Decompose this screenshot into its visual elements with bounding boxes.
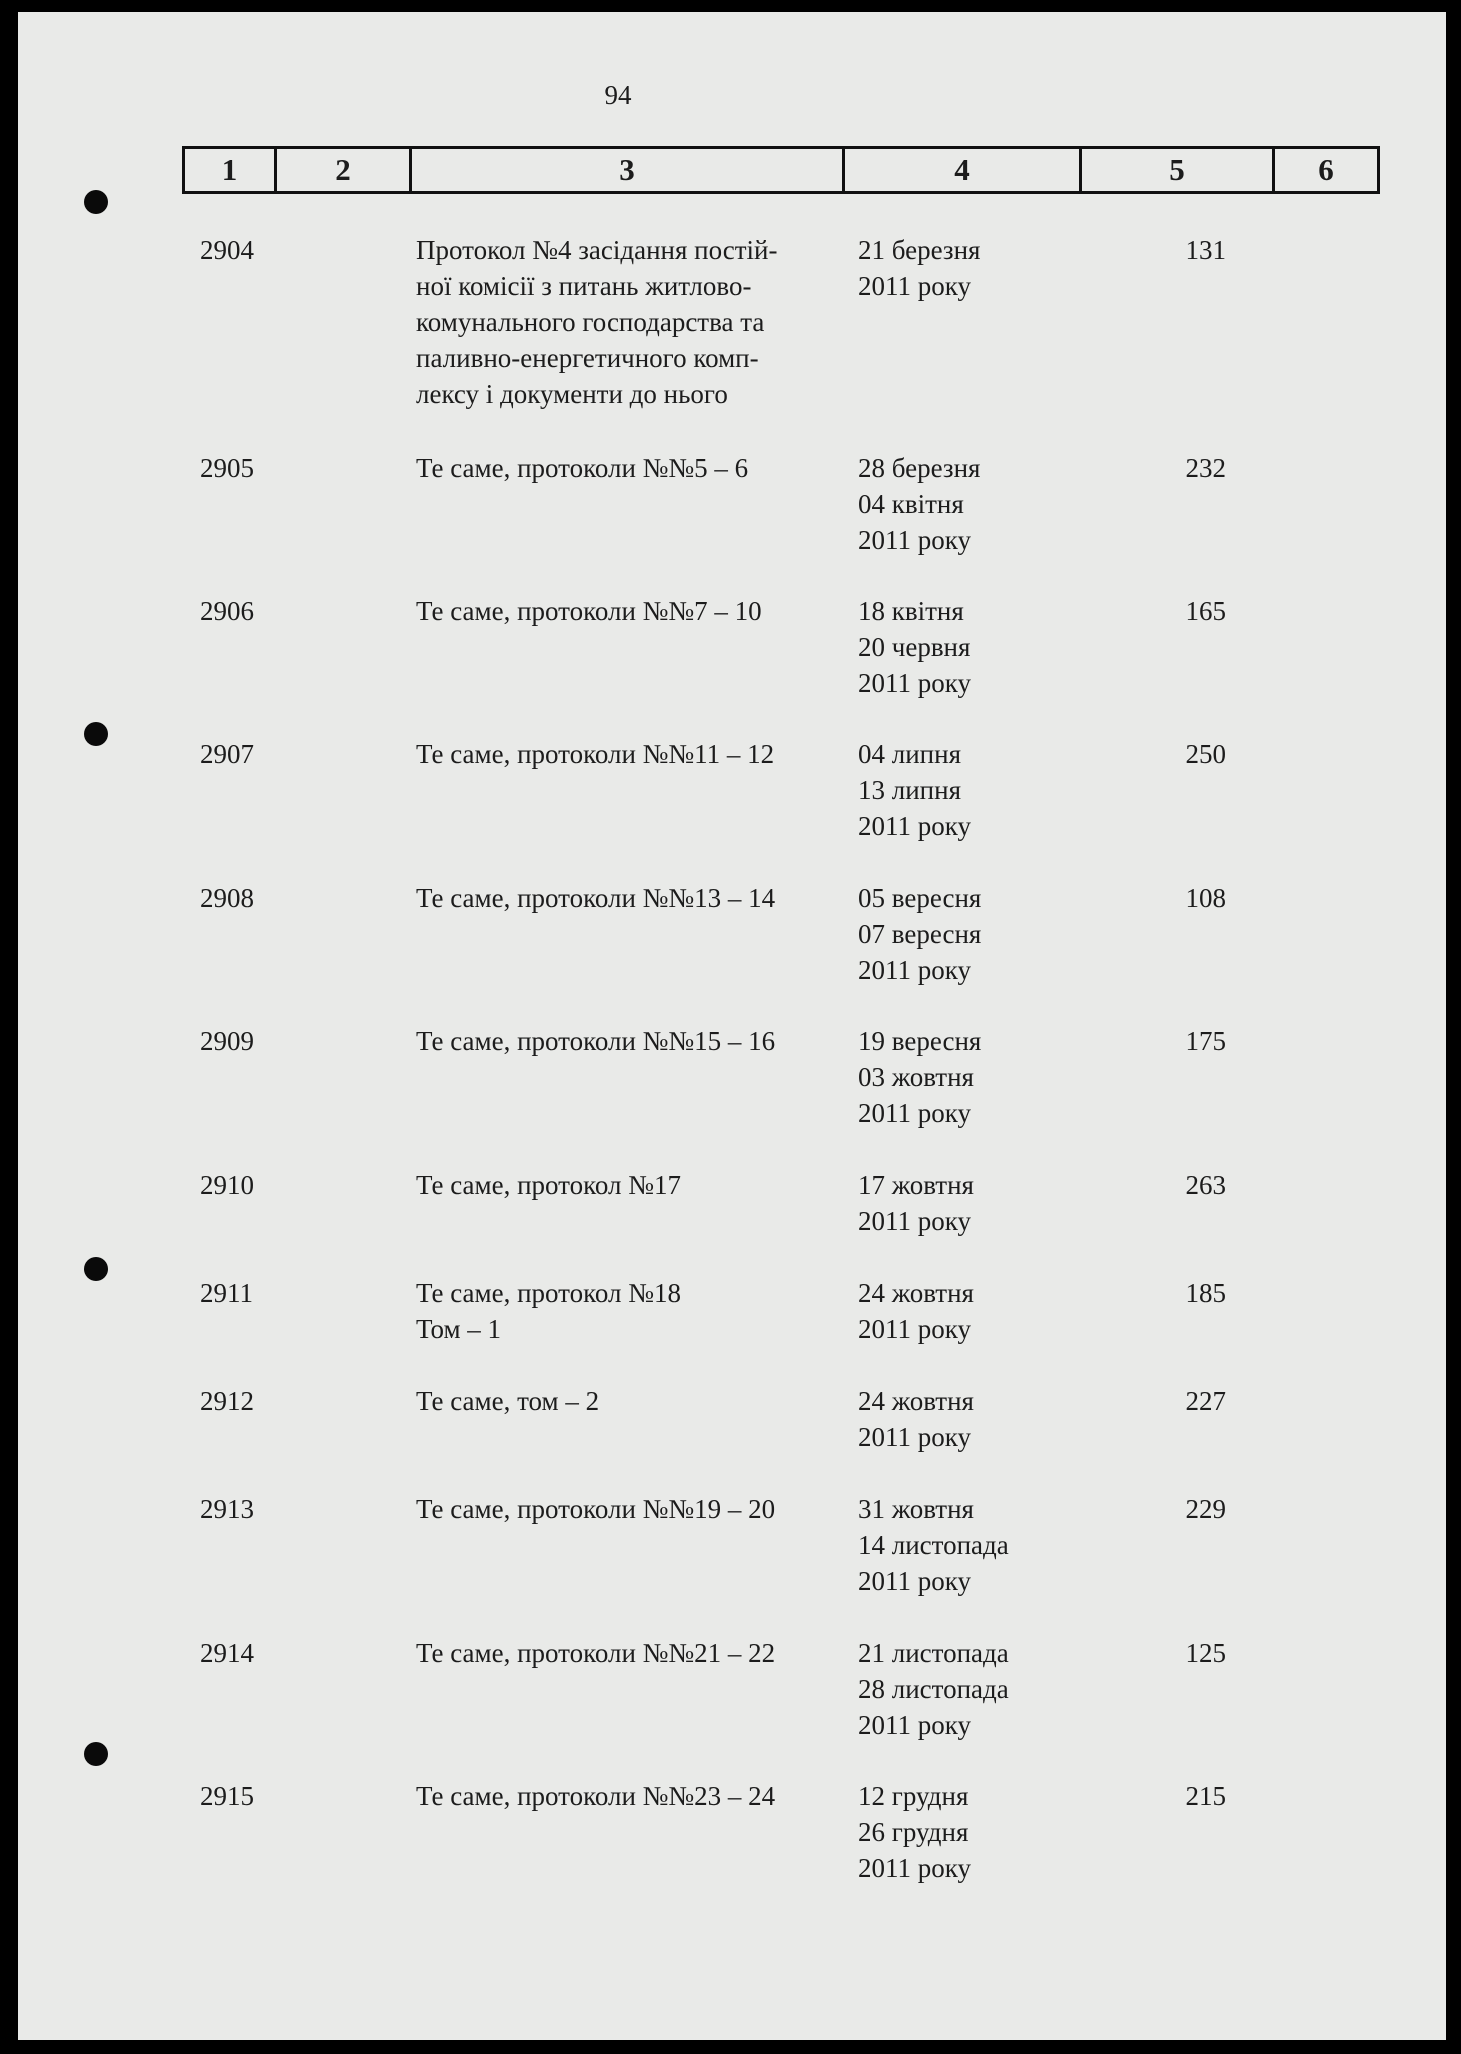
record-date-line: 24 жовтня (858, 1386, 974, 1416)
record-page-count: 227 (1185, 1386, 1226, 1416)
record-title-line: Те саме, том – 2 (416, 1386, 600, 1416)
record-page-count: 229 (1185, 1494, 1226, 1524)
record-date-line: 24 жовтня (858, 1278, 974, 1308)
record-date-line: 28 березня (858, 453, 981, 483)
record-title-line: Те саме, протоколи №№19 – 20 (416, 1494, 776, 1524)
record-date-line: 26 грудня (858, 1817, 969, 1847)
record-title-line: Том – 1 (416, 1314, 502, 1344)
record-dates (858, 1275, 1098, 1347)
record-number: 2906 (200, 596, 254, 626)
record-date-line: 2011 року (858, 1566, 971, 1596)
record-date-line: 2011 року (858, 1098, 971, 1128)
record-number: 2911 (200, 1278, 253, 1308)
record-date-line: 18 квітня (858, 596, 964, 626)
record-date-line: 2011 року (858, 1206, 971, 1236)
record-number: 2908 (200, 883, 254, 913)
record-date-line: 20 червня (858, 632, 971, 662)
record-number: 2914 (200, 1638, 254, 1668)
record-date-line: 2011 року (858, 1710, 971, 1740)
record-dates (858, 1023, 1098, 1131)
record-dates (858, 593, 1098, 701)
column-header-6: 6 (1318, 152, 1334, 187)
record-title-line: паливно-енергетичного комп- (416, 343, 759, 373)
record-dates (858, 1167, 1098, 1239)
record-title (416, 593, 856, 629)
record-title-line: Те саме, протокол №18 (416, 1278, 681, 1308)
record-date-line: 17 жовтня (858, 1170, 974, 1200)
record-page-count: 263 (1185, 1170, 1226, 1200)
record-title-line: Те саме, протоколи №№21 – 22 (416, 1638, 776, 1668)
record-date-line: 21 листопада (858, 1638, 1009, 1668)
record-number: 2910 (200, 1170, 254, 1200)
record-number: 2912 (200, 1386, 254, 1416)
record-page-count: 165 (1185, 596, 1226, 626)
record-date-line: 21 березня (858, 235, 981, 265)
record-dates (858, 1383, 1098, 1455)
record-date-line: 2011 року (858, 668, 971, 698)
record-page-count: 175 (1185, 1026, 1226, 1056)
record-title-line: Те саме, протоколи №№13 – 14 (416, 883, 776, 913)
page-number: 94 (604, 80, 632, 110)
record-date-line: 2011 року (858, 271, 971, 301)
record-page-count: 185 (1185, 1278, 1226, 1308)
record-title (416, 1383, 856, 1419)
record-title (416, 1778, 856, 1814)
binder-hole (84, 1257, 108, 1281)
record-title (416, 1275, 856, 1347)
record-dates (858, 880, 1098, 988)
column-header-table (182, 146, 1380, 194)
record-number: 2907 (200, 739, 254, 769)
document-page (18, 12, 1446, 2040)
column-header-4: 4 (845, 149, 1082, 191)
record-title-line: Те саме, протокол №17 (416, 1170, 681, 1200)
record-date-line: 2011 року (858, 1314, 971, 1344)
record-number: 2909 (200, 1026, 254, 1056)
record-title (416, 450, 856, 486)
record-number: 2915 (200, 1781, 254, 1811)
record-title (416, 1167, 856, 1203)
record-page-count: 215 (1185, 1781, 1226, 1811)
binder-hole (84, 190, 108, 214)
record-title-line: лексу і документи до нього (416, 379, 728, 409)
record-date-line: 28 листопада (858, 1674, 1009, 1704)
record-page-count: 125 (1185, 1638, 1226, 1668)
record-date-line: 2011 року (858, 811, 971, 841)
record-title-line: Те саме, протоколи №№11 – 12 (416, 739, 775, 769)
record-page-count: 108 (1185, 883, 1226, 913)
record-title-line: Те саме, протоколи №№5 – 6 (416, 453, 749, 483)
record-title-line: Те саме, протоколи №№23 – 24 (416, 1781, 776, 1811)
record-date-line: 07 вересня (858, 919, 982, 949)
record-page-count: 232 (1185, 453, 1226, 483)
record-date-line: 19 вересня (858, 1026, 982, 1056)
record-title (416, 1635, 856, 1671)
record-date-line: 2011 року (858, 955, 971, 985)
record-title-line: Те саме, протоколи №№7 – 10 (416, 596, 762, 626)
record-date-line: 03 жовтня (858, 1062, 974, 1092)
record-date-line: 04 квітня (858, 489, 964, 519)
binder-hole (84, 722, 108, 746)
record-date-line: 2011 року (858, 525, 971, 555)
record-title-line: Те саме, протоколи №№15 – 16 (416, 1026, 776, 1056)
record-dates (858, 1491, 1098, 1599)
column-header-5: 5 (1082, 149, 1275, 191)
record-page-count: 250 (1185, 739, 1226, 769)
record-number: 2904 (200, 235, 254, 265)
record-dates (858, 450, 1098, 558)
record-number: 2913 (200, 1494, 254, 1524)
record-title (416, 736, 856, 772)
record-date-line: 12 грудня (858, 1781, 969, 1811)
column-header-1: 1 (185, 149, 277, 191)
record-date-line: 2011 року (858, 1853, 971, 1883)
record-title (416, 232, 856, 412)
record-title-line: Протокол №4 засідання постій- (416, 235, 778, 265)
record-date-line: 05 вересня (858, 883, 982, 913)
record-title-line: ної комісії з питань житлово- (416, 271, 752, 301)
record-dates (858, 736, 1098, 844)
record-dates (858, 1635, 1098, 1743)
record-date-line: 2011 року (858, 1422, 971, 1452)
record-dates (858, 1778, 1098, 1886)
record-title-line: комунального господарства та (416, 307, 765, 337)
record-title (416, 1491, 856, 1527)
record-date-line: 13 липня (858, 775, 961, 805)
binder-hole (84, 1742, 108, 1766)
record-date-line: 04 липня (858, 739, 961, 769)
record-title (416, 1023, 856, 1059)
record-dates (858, 232, 1098, 304)
record-date-line: 31 жовтня (858, 1494, 974, 1524)
record-number: 2905 (200, 453, 254, 483)
column-header-3: 3 (412, 149, 845, 191)
record-page-count: 131 (1185, 235, 1226, 265)
record-title (416, 880, 856, 916)
column-header-2: 2 (277, 149, 412, 191)
record-date-line: 14 листопада (858, 1530, 1009, 1560)
